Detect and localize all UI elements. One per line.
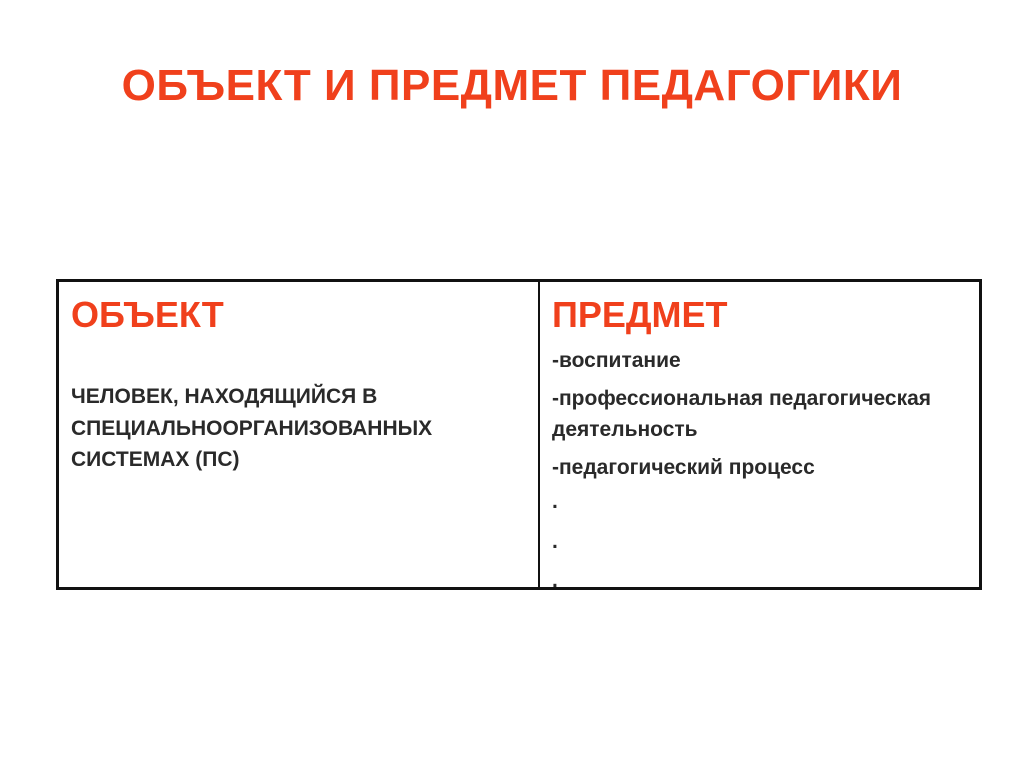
subject-item-pedagogical-process: -педагогический процесс <box>552 455 815 479</box>
object-cell <box>59 282 540 587</box>
subject-item-ellipsis: . <box>552 490 558 514</box>
slide-title: ОБЪЕКТ И ПРЕДМЕТ ПЕДАГОГИКИ <box>121 61 903 110</box>
object-subject-table <box>56 279 982 590</box>
object-heading: ОБЪЕКТ <box>71 294 224 335</box>
subject-heading: ПРЕДМЕТ <box>552 294 728 335</box>
subject-list <box>552 345 967 593</box>
subject-cell <box>540 282 979 592</box>
subject-item-professional-activity: -профессиональная педагогическая деятельность <box>552 386 932 442</box>
object-description: ЧЕЛОВЕК, НАХОДЯЩИЙСЯ В СПЕЦИАЛЬНООРГАНИЗОВАННЫХ СИСТЕМАХ (ПС) <box>71 385 433 472</box>
subject-item-upbringing: -воспитание <box>552 349 681 373</box>
subject-item-ellipsis: . <box>552 529 558 553</box>
subject-item-ellipsis: . <box>552 568 558 592</box>
